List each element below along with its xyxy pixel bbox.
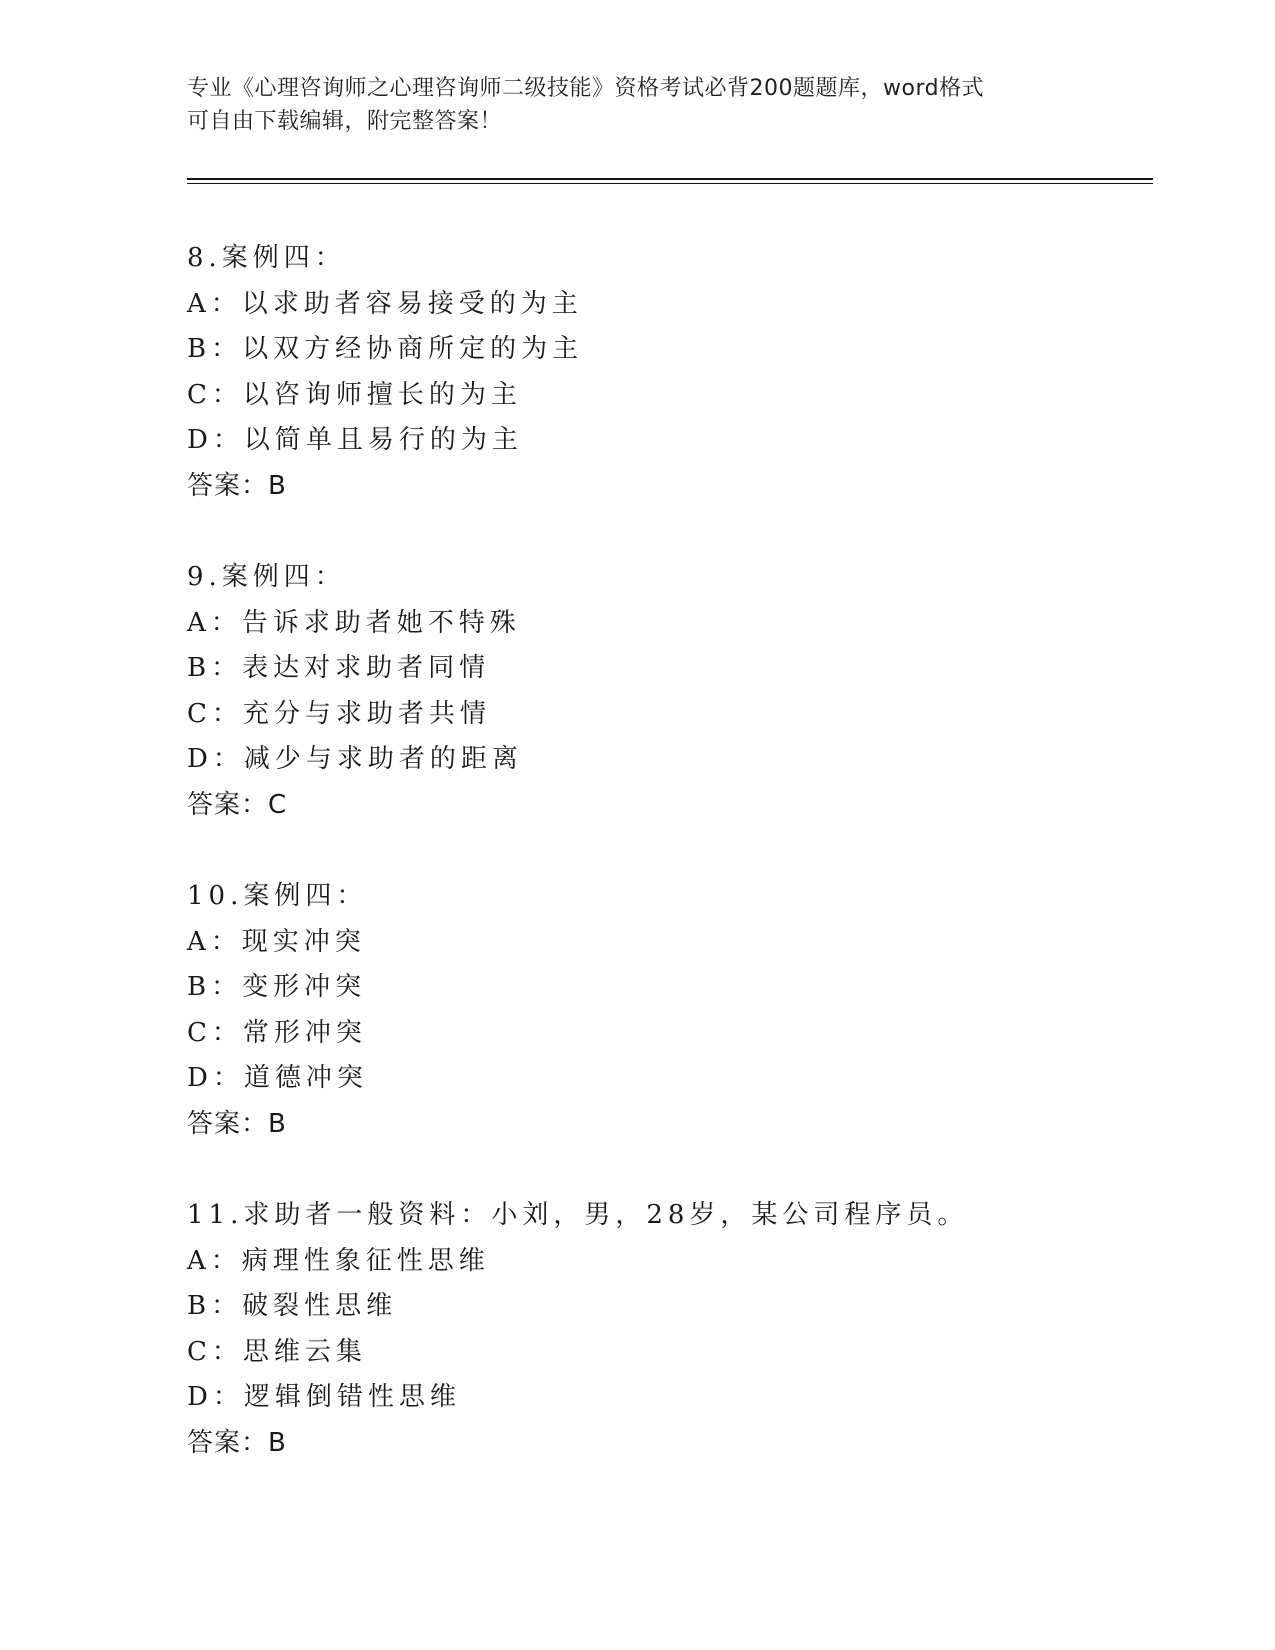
option-a: A：告诉求助者她不特殊 — [187, 607, 521, 638]
answer: 答案：B — [187, 1427, 287, 1458]
option-c: C：以咨询师擅长的为主 — [187, 379, 522, 410]
question-stem: 9.案例四： — [187, 562, 346, 592]
option-c: C：充分与求助者共情 — [187, 698, 491, 729]
option-b: B：表达对求助者同情 — [187, 653, 491, 683]
option-b: B：变形冲突 — [187, 972, 367, 1002]
answer: 答案：B — [187, 1108, 287, 1139]
option-a: A：病理性象征性思维 — [187, 1245, 490, 1276]
question-10 — [187, 874, 1153, 1147]
option-c: C：常形冲突 — [187, 1017, 367, 1048]
option-d: D：以简单且易行的为主 — [187, 425, 523, 455]
option-b: B：以双方经协商所定的为主 — [187, 334, 584, 364]
question-8 — [187, 236, 1153, 509]
option-c: C：思维云集 — [187, 1336, 367, 1367]
option-a: A：现实冲突 — [187, 926, 366, 957]
option-a: A：以求助者容易接受的为主 — [187, 288, 583, 319]
header-divider — [187, 178, 1153, 184]
question-11 — [187, 1193, 1153, 1466]
page-header — [187, 72, 1067, 138]
answer: 答案：C — [187, 789, 288, 820]
header-title-line-1: 专业《心理咨询师之心理咨询师二级技能》资格考试必背200题题库，word格式 — [187, 76, 985, 101]
question-stem: 8.案例四： — [187, 243, 346, 273]
option-d: D：减少与求助者的距离 — [187, 744, 523, 774]
question-stem: 11.求助者一般资料：小刘，男，28岁，某公司程序员。 — [187, 1200, 969, 1230]
option-d: D：道德冲突 — [187, 1063, 368, 1093]
question-list — [187, 236, 1153, 1512]
header-title-line-2: 可自由下载编辑，附完整答案！ — [187, 109, 503, 134]
option-b: B：破裂性思维 — [187, 1291, 398, 1321]
answer: 答案：B — [187, 470, 287, 501]
question-stem: 10.案例四： — [187, 881, 368, 911]
option-d: D：逻辑倒错性思维 — [187, 1382, 461, 1412]
question-9 — [187, 555, 1153, 828]
